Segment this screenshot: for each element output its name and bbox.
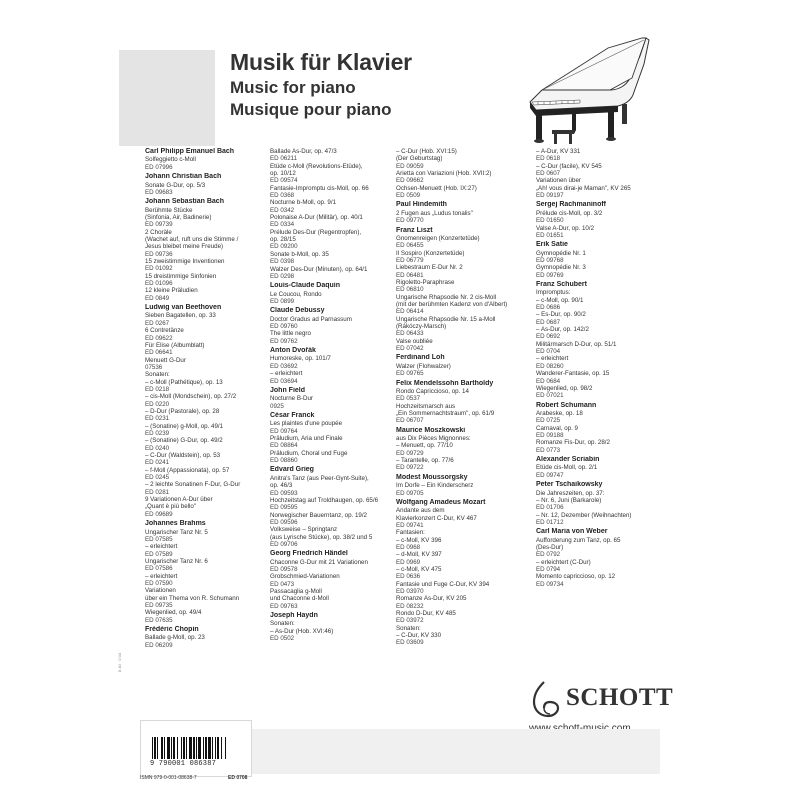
composer-name: Modest Moussorgsky (396, 473, 468, 481)
work-title: – (Sonatine) g-Moll, op. 49/1 (145, 422, 224, 430)
work-title: – c-Moll, KV 475 (396, 566, 442, 573)
barcode-bar (164, 737, 165, 759)
work-title: Le Coucou, Rondo (270, 290, 322, 298)
title-german: Musik für Klavier (230, 49, 412, 75)
edition-code: ED 09706 (270, 540, 298, 548)
edition-code: ED 06455 (396, 242, 424, 250)
work-title: Volksweise – Springtanz (270, 526, 338, 534)
work-title: – Nr. 12, Dezember (Weihnachten) (536, 511, 632, 519)
work-title: Humoreske, op. 101/7 (270, 355, 331, 363)
work-title: Ochsen-Menuett (Hob. IX:27) (396, 184, 477, 192)
work-title: – c-Moll (Pathétique), op. 13 (145, 378, 223, 386)
work-title: – 2 leichte Sonatinen F-Dur, G-Dur (145, 481, 241, 489)
work-title: Impromptus: (536, 289, 571, 297)
work-title: Ungarische Rhapsodie Nr. 15 a-Moll (396, 315, 496, 323)
edition-code: ED 0792 (536, 551, 561, 559)
barcode-bar (171, 737, 172, 759)
barcode-bar (167, 737, 170, 759)
work-title: Norwegischer Bauerntanz, op. 19/2 (270, 511, 367, 519)
work-title: – C-Dur (Hob. XVI:15) (396, 148, 457, 155)
work-title: – c-Moll, KV 396 (396, 536, 442, 544)
edition-code: ED 0502 (270, 635, 295, 643)
title-english: Music for piano (230, 78, 356, 97)
edition-code: ED 06209 (145, 641, 173, 649)
edition-code: ED 09595 (270, 504, 298, 512)
edition-code: ED 0509 (396, 192, 421, 200)
edition-code: ED 0849 (145, 294, 170, 302)
work-title: Hochzeitstag auf Troldhaugen, op. 65/6 (270, 496, 379, 504)
edition-code: ED 09705 (396, 489, 424, 497)
work-title: Fantasien: (396, 529, 425, 537)
work-title: Valse oubliée (396, 337, 433, 345)
edition-code: ED 0704 (536, 348, 561, 356)
composer-name: Alexander Scriabin (536, 456, 600, 463)
edition-code: ED 09760 (270, 323, 298, 331)
work-title: 2 Choräle (145, 228, 172, 236)
edition-code: ED 0607 (536, 170, 561, 178)
work-title: Fantasie und Fuge C-Dur, KV 394 (396, 580, 490, 588)
work-title: – c-Moll, op. 90/1 (536, 296, 584, 304)
work-title: Sieben Bagatellen, op. 33 (145, 312, 216, 320)
work-title: – C-Dur (facile), KV 545 (536, 162, 602, 170)
edition-code: ED 07996 (145, 163, 173, 171)
composer-name: Wolfgang Amadeus Mozart (396, 498, 486, 506)
work-title: – erleichtert (536, 355, 569, 363)
work-title: – d-Moll, KV 397 (396, 551, 442, 559)
edition-code: ED 0281 (145, 488, 170, 496)
barcode-bar (161, 737, 163, 759)
edition-code: ED 07586 (145, 565, 173, 573)
work-title: Passacaglia g-Moll (270, 588, 322, 596)
work-title: Anitra's Tanz (aus Peer-Gynt-Suite), (270, 474, 369, 482)
edition-code: ED 0334 (270, 221, 295, 229)
work-title: Les plaintes d'une poupée (270, 420, 343, 428)
work-title: – Menuett, op. 77/10 (396, 442, 453, 450)
work-title: Sonate G-Dur, op. 5/3 (145, 181, 206, 189)
edition-code: ED 09683 (145, 188, 173, 196)
work-title: Gnomenreigen (Konzertetüde) (396, 234, 480, 242)
edition-code: ED 07635 (145, 616, 173, 624)
edition-code: ED 0794 (536, 566, 561, 573)
edition-code: ED 01650 (536, 217, 564, 225)
work-title: Für Elise (Albumblatt) (145, 341, 205, 349)
work-title: – Tarantelle, op. 77/6 (396, 457, 454, 465)
work-title: – C-Dur (Waldstein), op. 53 (145, 452, 221, 459)
side-print-code: 8 40 · 0 04 (117, 652, 122, 672)
edition-code: ED 06481 (396, 271, 424, 279)
work-title: Ballade g-Moll, op. 23 (145, 634, 205, 642)
edition-code: ED 0298 (270, 272, 295, 280)
edition-code: ED 01092 (145, 265, 173, 273)
work-title: Andante aus dem (396, 507, 445, 515)
edition-code: ED 0267 (145, 319, 170, 327)
work-title: Momento capriccioso, op. 12 (536, 573, 616, 581)
work-title: Il Sospiro (Konzertetüde) (396, 249, 465, 257)
catalog-column-3 (396, 148, 518, 647)
work-title: (Sinfonia, Air, Badinerie) (145, 213, 212, 221)
composer-name: Franz Schubert (536, 280, 587, 288)
edition-code: ED 0899 (270, 297, 295, 305)
work-title: (mit der berühmten Kadenz von d'Albert) (396, 301, 508, 308)
edition-code: ED 0969 (396, 558, 421, 566)
edition-code: ED 06779 (396, 256, 424, 264)
composer-name: Anton Dvořák (270, 347, 316, 355)
work-title: – f-Moll (Appassionata), op. 57 (145, 466, 230, 474)
work-title: Fantasie-Impromptu cis-Moll, op. 66 (270, 184, 369, 192)
edition-code: ED 03609 (396, 639, 424, 647)
work-title: 15 dreistimmige Sinfonien (145, 272, 217, 280)
work-title: (aus Lyrische Stücke), op. 38/2 und 5 (270, 533, 373, 541)
edition-code: ED 0636 (396, 573, 421, 581)
barcode-bar (208, 737, 211, 759)
edition-code: ED 06707 (396, 417, 424, 425)
edition-code: ED 09747 (536, 471, 564, 479)
title-french: Musique pour piano (230, 100, 392, 119)
edition-code: ED 0473 (270, 580, 295, 588)
work-title: Präludium, Choral und Fuge (270, 449, 348, 457)
work-title: – Nr. 6, Juni (Barkarole) (536, 496, 602, 504)
edition-code: ED 09763 (270, 602, 298, 610)
catalog-column-1 (145, 148, 267, 649)
edition-code: ED 09736 (145, 250, 173, 258)
edition-code: ED 09593 (270, 489, 298, 497)
work-title: 9 Variationen A-Dur über (145, 496, 213, 504)
edition-code: ED 06211 (270, 155, 298, 163)
barcode-bar (217, 737, 219, 759)
publisher-name: SCHOTT (566, 684, 674, 711)
work-title: Militärmarsch D-Dur, op. 51/1 (536, 340, 617, 348)
work-title: (Des-Dur) (536, 543, 564, 551)
ismn-number: ISMN 979-0-001-08638-7 (140, 775, 197, 781)
work-title: – erleichtert (270, 370, 303, 378)
edition-code: ED 0773 (536, 446, 561, 454)
composer-name: Robert Schumann (536, 401, 597, 409)
edition-code: ED 0231 (145, 415, 170, 423)
barcode-icon (150, 737, 248, 759)
catalog-column-4 (536, 148, 658, 588)
composer-name: César Franck (270, 411, 315, 419)
composer-name: Frédéric Chopin (145, 625, 199, 633)
edition-code: ED 09596 (270, 518, 298, 526)
work-title: Rigoletto-Paraphrase (396, 278, 455, 286)
edition-code: ED 0240 (145, 444, 170, 452)
composer-name: Maurice Moszkowski (396, 426, 466, 434)
edition-code: ED 09722 (396, 464, 424, 472)
work-title: Liebestraum E-Dur Nr. 2 (396, 264, 463, 272)
work-title: Menuett G-Dur (145, 356, 186, 364)
composer-name: John Field (270, 386, 305, 394)
edition-code: ED 06414 (396, 308, 424, 316)
work-title: Gymnopédie Nr. 3 (536, 264, 586, 272)
work-title: Prélude Des-Dur (Regentropfen), (270, 228, 362, 236)
edition-code: ED 07590 (145, 579, 173, 587)
barcode-bar (221, 737, 222, 759)
composer-name: Carl Philipp Emanuel Bach (145, 148, 235, 155)
work-title: Doctor Gradus ad Parnassum (270, 315, 352, 323)
work-title: Nocturne b-Moll, op. 9/1 (270, 199, 337, 207)
work-title: Ungarischer Tanz Nr. 6 (145, 557, 208, 565)
work-title: Aufforderung zum Tanz, op. 65 (536, 536, 621, 544)
edition-code: ED 08864 (270, 442, 298, 450)
edition-code: ED 0368 (270, 192, 295, 200)
edition-code: ED 0342 (270, 206, 295, 214)
composer-name: Paul Hindemith (396, 201, 447, 209)
work-title: Im Dorfe – Ein Kinderscherz (396, 482, 474, 490)
work-title: Sonaten: (145, 371, 170, 379)
edition-code: ED 0239 (145, 429, 170, 437)
barcode-bar (177, 737, 178, 759)
work-title: – erleichtert (C-Dur) (536, 558, 591, 566)
work-title: Polonaise A-Dur (Militär), op. 40/1 (270, 214, 363, 222)
edition-code: ED 08260 (536, 362, 564, 370)
edition-code: ED 01096 (145, 280, 173, 288)
edition-code: ED 09197 (536, 192, 564, 200)
work-title: Walzer Des-Dur (Minuten), op. 64/1 (270, 265, 368, 273)
composer-name: Sergej Rachmaninoff (536, 201, 607, 209)
work-title: Valse A-Dur, op. 10/2 (536, 224, 595, 232)
barcode-bar (193, 737, 195, 759)
work-title: op. 46/3 (270, 482, 293, 490)
composer-name: Franz Liszt (396, 226, 433, 234)
edition-code: 07536 (145, 363, 163, 371)
edition-code: ED 09770 (396, 217, 424, 225)
edition-code: ED 09765 (396, 370, 424, 378)
edition-code: ED 0220 (145, 400, 170, 408)
work-title: Berühmte Stücke (145, 206, 193, 214)
barcode-bar (205, 737, 207, 759)
work-title: Etüde c-Moll (Revolutions-Etüde), (270, 162, 363, 170)
edition-code: ED 0692 (536, 333, 561, 341)
work-title: Sonaten: (270, 620, 295, 628)
composer-name: Georg Friedrich Händel (270, 550, 348, 558)
work-title: Nocturne B-Dur (270, 395, 313, 403)
edition-code: ED 0968 (396, 543, 421, 551)
edition-code: ED 0218 (145, 385, 170, 393)
work-title: 6 Contretänze (145, 327, 184, 335)
composer-name: Erik Satie (536, 241, 568, 249)
work-title: Wiegenlied, op. 98/2 (536, 384, 593, 392)
barcode-bar (198, 737, 201, 759)
work-title: Wiegenlied, op. 49/4 (145, 609, 202, 617)
barcode-bar (152, 737, 153, 759)
barcode-digits: 9 790001 086387 (150, 760, 217, 768)
work-title: – As-Dur (Hob. XVI:46) (270, 627, 334, 635)
edition-code: ED 0684 (536, 377, 561, 385)
composer-name: Joseph Haydn (270, 612, 318, 620)
barcode-bar (173, 737, 175, 759)
work-title: „Ein Sommernachtstraum", op. 61/9 (396, 409, 495, 417)
work-title: Rondo Capriccioso, op. 14 (396, 387, 469, 395)
work-title: und Chaconne d-Moll (270, 595, 329, 603)
work-title: Rondo D-Dur, KV 485 (396, 610, 456, 618)
work-title: „Ah! vous dirai-je Maman", KV 265 (536, 184, 631, 192)
barcode-bar (183, 737, 185, 759)
edition-code: ED 09768 (536, 256, 564, 264)
edition-code: ED 0241 (145, 459, 170, 467)
work-title: – As-Dur, op. 142/2 (536, 326, 589, 334)
edition-code: ED 03694 (270, 377, 298, 385)
work-title: Ungarische Rhapsodie Nr. 2 cis-Moll (396, 293, 497, 301)
edition-code: ED 01712 (536, 518, 564, 526)
work-title: (Wachet auf, ruft uns die Stimme / (145, 235, 239, 243)
composer-name: Carl Maria von Weber (536, 528, 608, 536)
work-title: Wanderer-Fantasie, op. 15 (536, 370, 610, 378)
work-title: Etüde cis-Moll, op. 2/1 (536, 464, 598, 472)
edition-code: ED 09188 (536, 431, 564, 439)
barcode-bar (189, 737, 192, 759)
edition-code: ED 03972 (396, 617, 424, 625)
barcode-bar (154, 737, 156, 759)
work-title: 15 zweistimmige Inventionen (145, 258, 225, 265)
composer-name: Ludwig van Beethoven (145, 304, 222, 312)
cover-image-placeholder (119, 50, 215, 146)
work-title: – (Sonatine) G-Dur, op. 49/2 (145, 437, 223, 445)
work-title: Sonaten: (396, 624, 421, 632)
edition-code: ED 08232 (396, 602, 424, 610)
work-title: Jesus bleibet meine Freude) (145, 243, 224, 251)
work-title: (Der Geburtstag) (396, 155, 443, 163)
edition-code: ED 09574 (270, 177, 298, 185)
work-title: – D-Dur (Pastorale), op. 28 (145, 407, 220, 415)
work-title: Ballade As-Dur, op. 47/3 (270, 148, 337, 155)
work-title: Sonate b-Moll, op. 35 (270, 250, 329, 258)
edition-code: ED 09622 (145, 334, 173, 342)
work-title: 12 kleine Präludien (145, 287, 198, 295)
edition-code: ED 0245 (145, 474, 170, 482)
edition-code: ED 03692 (270, 362, 298, 370)
work-title: – Es-Dur, op. 90/2 (536, 311, 586, 319)
work-title: – C-Dur, KV 330 (396, 632, 442, 640)
edition-code: ED 0686 (536, 304, 561, 312)
edition-code: ED 09662 (396, 177, 424, 185)
work-title: Arietta con Variazioni (Hob. XVII:2) (396, 170, 492, 178)
composer-name: Johannes Brahms (145, 520, 206, 528)
barcode-bar (215, 737, 216, 759)
edition-code: ED 03970 (396, 588, 424, 596)
work-title: Prélude cis-Moll, op. 3/2 (536, 209, 603, 217)
work-title: Gymnopédie Nr. 1 (536, 249, 586, 257)
edition-code: ED 09769 (536, 271, 564, 279)
work-title: Romanze As-Dur, KV 205 (396, 595, 467, 603)
edition-code: ED 09729 (396, 449, 424, 457)
edition-code: ED 09735 (145, 601, 173, 609)
work-title: op. 28/15 (270, 236, 296, 244)
work-title: – erleichtert (145, 543, 178, 551)
barcode-bar (157, 737, 158, 759)
edition-code: ED 0537 (396, 395, 421, 403)
edition-code: ED 09200 (270, 243, 298, 251)
composer-name: Claude Debussy (270, 307, 325, 315)
edition-code: ED 06810 (396, 286, 424, 294)
edition-code: ED 01706 (536, 504, 564, 512)
edition-code: ED 0687 (536, 318, 561, 326)
barcode-bar (196, 737, 197, 759)
composer-name: Louis-Claude Daquin (270, 282, 340, 290)
barcode-bar (203, 737, 204, 759)
work-title: op. 10/12 (270, 170, 296, 178)
edition-code: ED 0725 (536, 417, 561, 425)
work-title: Grobschmied-Variationen (270, 573, 340, 581)
composer-name: Johann Sebastian Bach (145, 198, 224, 206)
work-title: – erleichtert (145, 572, 178, 580)
work-title: Carnaval, op. 9 (536, 424, 578, 432)
composer-name: Edvard Grieg (270, 466, 314, 474)
edition-code: ED 07042 (396, 345, 424, 353)
work-title: Romanze Fis-Dur, op. 28/2 (536, 439, 610, 447)
work-title: 2 Fugen aus „Ludus tonalis" (396, 209, 473, 217)
work-title: Präludium, Aria und Finale (270, 435, 343, 443)
title-block (230, 48, 412, 121)
work-title: – cis-Moll (Mondschein), op. 27/2 (145, 393, 237, 401)
work-title: Walzer (Flohwalzer) (396, 362, 451, 370)
composer-name: Peter Tschaikowsky (536, 481, 603, 489)
work-title: Variationen (145, 587, 176, 595)
composer-name: Johann Christian Bach (145, 173, 222, 181)
edition-code: ED 06641 (145, 349, 173, 357)
edition-code: ED 06433 (396, 330, 424, 338)
edition-code: ED 07021 (536, 392, 564, 400)
catalog-column-2 (270, 148, 392, 643)
work-title: Chaconne G-Dur mit 21 Variationen (270, 558, 368, 566)
work-title: Variationen über (536, 177, 581, 185)
edition-code: ED 08860 (270, 457, 298, 465)
work-title: (Rákóczy-Marsch) (396, 323, 447, 331)
grand-piano-illustration (522, 30, 652, 150)
work-title: Klavierkonzert C-Dur, KV 467 (396, 514, 477, 522)
edition-code: ED 01651 (536, 231, 564, 239)
work-title: Hochzeitsmarsch aus (396, 402, 456, 410)
work-title: – A-Dur, KV 331 (536, 148, 581, 155)
work-title: Solfeggietto c-Moll (145, 156, 196, 164)
edition-code: ED 09689 (145, 510, 173, 518)
edition-code: ED 09578 (270, 566, 298, 573)
edition-code: ED 0618 (536, 155, 561, 163)
edition-code: ED 09762 (270, 337, 298, 345)
barcode-bar (212, 737, 213, 759)
edition-number: ED 0708 (228, 775, 248, 781)
edition-code: ED 09739 (145, 221, 173, 229)
work-title: über ein Thema von R. Schumann (145, 594, 240, 602)
work-title: Arabeske, op. 18 (536, 409, 583, 417)
barcode-bar (181, 737, 182, 759)
barcode-bar (225, 737, 226, 759)
work-title: Ungarischer Tanz Nr. 5 (145, 528, 208, 536)
edition-code: ED 09741 (396, 521, 424, 529)
composer-name: Ferdinand Loh (396, 354, 445, 362)
edition-code: ED 07585 (145, 535, 173, 543)
barcode-bar (186, 737, 187, 759)
edition-code: ED 09734 (536, 580, 564, 588)
edition-code: ED 0398 (270, 258, 295, 266)
composer-name: Felix Mendelssohn Bartholdy (396, 379, 494, 387)
work-title: The little negro (270, 330, 311, 338)
work-title: „Quant è più bello" (145, 503, 197, 511)
edition-code: 0925 (270, 402, 284, 410)
edition-code: ED 07589 (145, 550, 173, 558)
edition-code: ED 09059 (396, 162, 424, 170)
edition-code: ED 09764 (270, 427, 298, 435)
work-title: Die Jahreszeiten, op. 37: (536, 489, 605, 497)
work-title: aus Dix Pièces Mignonnes: (396, 435, 471, 443)
